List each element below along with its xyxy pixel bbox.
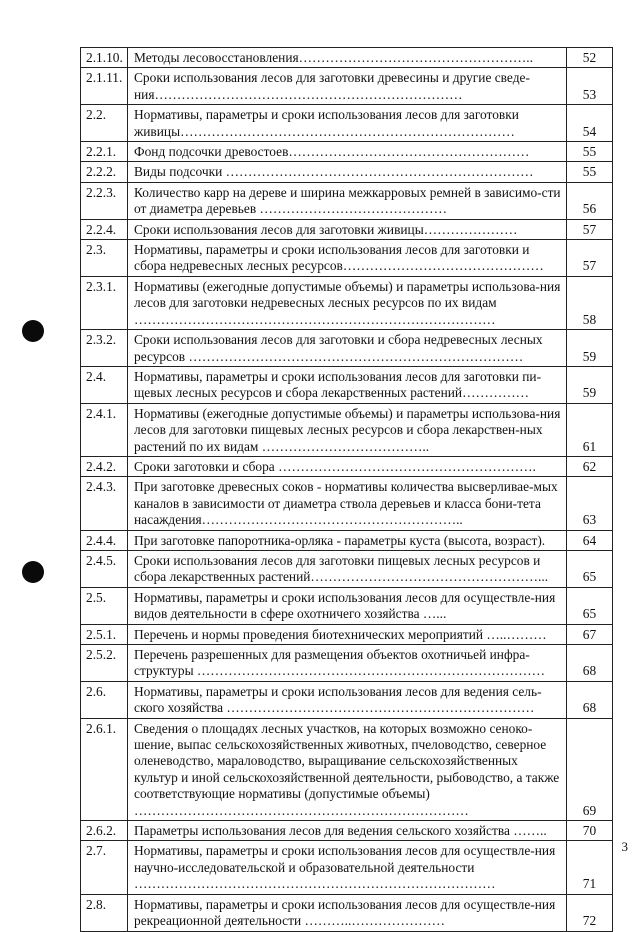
toc-row [81, 821, 613, 841]
section-page: 67 [567, 624, 613, 644]
section-page: 59 [567, 330, 613, 367]
toc-row [81, 718, 613, 820]
toc-row [81, 530, 613, 550]
toc-row [81, 330, 613, 367]
section-title: Нормативы (ежегодные допустимые объемы) и параметры использова-ния лесов для заготовки пищевых лесных ресурсов и сбора лекарствен-ных растений по их видам ……………………………….. [128, 403, 567, 456]
section-number: 2.6.2. [81, 821, 128, 841]
toc-row [81, 240, 613, 277]
section-page: 56 [567, 182, 613, 219]
section-title: Нормативы, параметры и сроки использования лесов для осуществле-ния видов деятельности в сфере охотничего хозяйства …... [128, 587, 567, 624]
section-title: Нормативы, параметры и сроки использования лесов для заготовки пи-щевых лесных ресурсов и сбора лекарственных растений…………… [128, 366, 567, 403]
section-page: 57 [567, 240, 613, 277]
toc-table [80, 47, 613, 932]
toc-row [81, 366, 613, 403]
toc-row [81, 894, 613, 931]
toc-row [81, 48, 613, 68]
toc-row [81, 477, 613, 530]
section-number: 2.3.1. [81, 276, 128, 329]
section-title: Методы лесовосстановления…………………………………………….. [128, 48, 567, 68]
section-number: 2.4.3. [81, 477, 128, 530]
section-title: Нормативы, параметры и сроки использования лесов для заготовки и сбора недревесных лесных ресурсов……………………………………… [128, 240, 567, 277]
section-page: 64 [567, 530, 613, 550]
section-title: Сроки использования лесов для заготовки и сбора недревесных лесных ресурсов ………………………………………………………………… [128, 330, 567, 367]
section-title: При заготовке папоротника-орляка - параметры куста (высота, возраст). [128, 530, 567, 550]
section-title: Перечень и нормы проведения биотехнических мероприятий …..……… [128, 624, 567, 644]
section-number: 2.5. [81, 587, 128, 624]
section-number: 2.2.1. [81, 142, 128, 162]
section-number: 2.2.3. [81, 182, 128, 219]
section-number: 2.4.1. [81, 403, 128, 456]
toc-body [81, 48, 613, 932]
section-title: Сроки использования лесов для заготовки пищевых лесных ресурсов и сбора лекарственных растений……………………………………………... [128, 550, 567, 587]
section-title: Нормативы, параметры и сроки использования лесов для осуществле-ния научно-исследовательской и образовательной деятельности ……………………………………………………………………… [128, 841, 567, 894]
section-title: Параметры использования лесов для ведения сельского хозяйства …….. [128, 821, 567, 841]
section-number: 2.4.2. [81, 456, 128, 476]
section-title: Нормативы, параметры и сроки использования лесов для осуществле-ния рекреационной деятельности ………..………………… [128, 894, 567, 931]
section-title: Сроки заготовки и сбора …………………………………………………. [128, 456, 567, 476]
toc-row [81, 182, 613, 219]
section-page: 70 [567, 821, 613, 841]
section-page: 68 [567, 681, 613, 718]
section-number: 2.7. [81, 841, 128, 894]
section-page: 71 [567, 841, 613, 894]
section-page: 57 [567, 219, 613, 239]
toc-row [81, 403, 613, 456]
toc-row [81, 219, 613, 239]
section-number: 2.8. [81, 894, 128, 931]
section-number: 2.2.2. [81, 162, 128, 182]
section-page: 69 [567, 718, 613, 820]
section-page: 61 [567, 403, 613, 456]
section-title: Фонд подсочки древостоев……………………………………………… [128, 142, 567, 162]
section-title: Сведения о площадях лесных участков, на которых возможно сеноко-шение, выпас сельскохозяйственных животных, пчеловодство, северное оленеводство, мараловодство, выращивание сельскохозяйственных культур и иной сельскохозяйственной деятельности, рыбоводство, а также соответствующие нормативы (допустимые объемы) ………………………………………………………………… [128, 718, 567, 820]
section-number: 2.6. [81, 681, 128, 718]
toc-row [81, 105, 613, 142]
section-number: 2.4.5. [81, 550, 128, 587]
section-page: 63 [567, 477, 613, 530]
section-number: 2.3.2. [81, 330, 128, 367]
toc-row [81, 841, 613, 894]
page-number: 3 [621, 839, 628, 854]
section-title: Количество карр на дереве и ширина межкарровых ремней в зависимо-сти от диаметра деревьев …………………………………… [128, 182, 567, 219]
punch-hole [22, 320, 44, 342]
section-title: При заготовке древесных соков - нормативы количества высверливае-мых каналов в зависимости от диаметра ствола деревьев и класса бони-тета насаждения………………………………………………….. [128, 477, 567, 530]
toc-row [81, 587, 613, 624]
toc-row [81, 456, 613, 476]
section-number: 2.5.1. [81, 624, 128, 644]
toc-row [81, 276, 613, 329]
section-page: 58 [567, 276, 613, 329]
punch-hole [22, 561, 44, 583]
section-title: Сроки использования лесов для заготовки древесины и другие сведе-ния…………………………………………………………… [128, 68, 567, 105]
section-page: 72 [567, 894, 613, 931]
toc-row [81, 142, 613, 162]
section-page: 55 [567, 142, 613, 162]
section-number: 2.6.1. [81, 718, 128, 820]
toc-row [81, 681, 613, 718]
section-number: 2.3. [81, 240, 128, 277]
section-page: 59 [567, 366, 613, 403]
toc-row [81, 550, 613, 587]
section-title: Нормативы (ежегодные допустимые объемы) и параметры использова-ния лесов для заготовки недревесных лесных ресурсов по их видам ……………………………………………………………………… [128, 276, 567, 329]
section-page: 53 [567, 68, 613, 105]
section-number: 2.2.4. [81, 219, 128, 239]
section-page: 52 [567, 48, 613, 68]
section-title: Нормативы, параметры и сроки использования лесов для ведения сель-ского хозяйства …………………………………………………………… [128, 681, 567, 718]
section-number: 2.2. [81, 105, 128, 142]
section-page: 68 [567, 645, 613, 682]
section-title: Перечень разрешенных для размещения объектов охотничьей инфра-структуры …………………………………………………………………… [128, 645, 567, 682]
toc-row [81, 624, 613, 644]
section-title: Нормативы, параметры и сроки использования лесов для заготовки живицы………………………………………………………………… [128, 105, 567, 142]
toc-row [81, 162, 613, 182]
section-number: 2.1.10. [81, 48, 128, 68]
section-number: 2.5.2. [81, 645, 128, 682]
toc-row [81, 68, 613, 105]
section-title: Виды подсочки …………………………………………………………… [128, 162, 567, 182]
section-number: 2.4. [81, 366, 128, 403]
section-page: 54 [567, 105, 613, 142]
section-page: 55 [567, 162, 613, 182]
section-page: 65 [567, 587, 613, 624]
section-page: 62 [567, 456, 613, 476]
section-title: Сроки использования лесов для заготовки живицы………………… [128, 219, 567, 239]
section-page: 65 [567, 550, 613, 587]
section-number: 2.4.4. [81, 530, 128, 550]
toc-row [81, 645, 613, 682]
section-number: 2.1.11. [81, 68, 128, 105]
